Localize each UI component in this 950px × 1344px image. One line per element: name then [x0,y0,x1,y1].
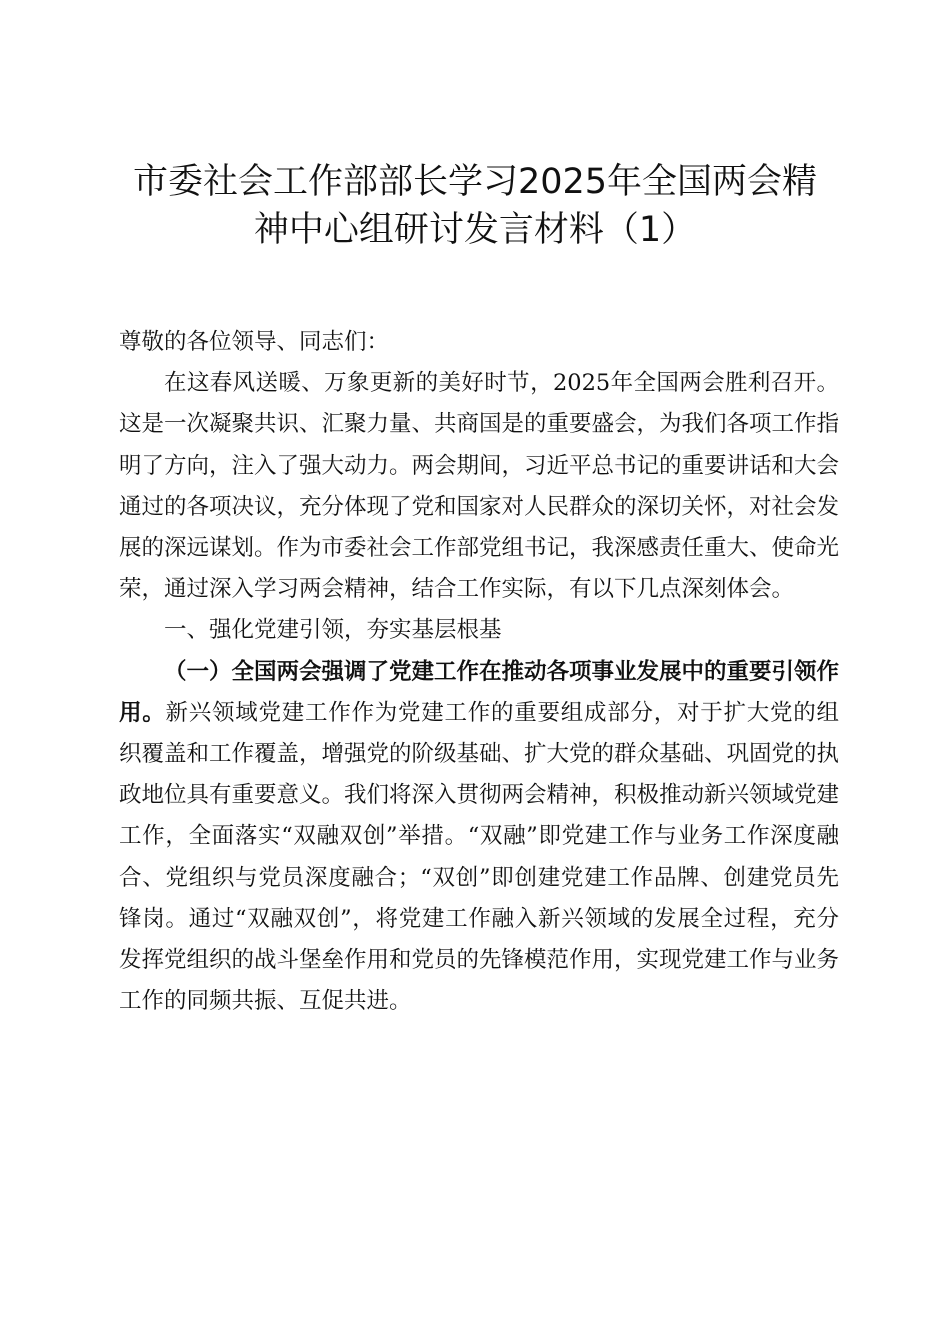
section-heading-1: 一、强化党建引领，夯实基层根基 [164,617,502,644]
subsection-text-1: 新兴领域党建工作作为党建工作的重要组成部分，对于扩大党的组织覆盖和工作覆盖，增强党的阶级基础、扩大党的群众基础、巩固党的执政地位具有重要意义。我们将深入贯彻两会精神，积极推动新兴领域党建工作，全面落实“双融双创”举措。“双融”即党建工作与业务工作深度融合、党组织与党员深度融合；“双创”即创建党建工作品牌、创建党员先锋岗。通过“双融双创”，将党建工作融入新兴领域的发展全过程，充分发挥党组织的战斗堡垒作用和党员的先锋模范作用，实现党建工作与业务工作的同频共振、互促共进。 [119,699,840,1015]
salutation: 尊敬的各位领导、同志们： [119,329,390,355]
title-line-1: 市委社会工作部部长学习2025年全国两会精 [132,162,818,202]
subsection-lead-1: （一）全国两会强调了党建工作在推动各项事业发展中的重要引领作用。 [119,658,840,726]
document-body [119,322,839,1022]
title-line-2: 神中心组研讨发言材料（1） [253,210,697,250]
subsection-paragraph-1 [119,652,839,1023]
document-title [95,158,855,254]
intro-paragraph: 在这春风送暖、万象更新的美好时节，2025年全国两会胜利召开。这是一次凝聚共识、汇聚力量、共商国是的重要盛会，为我们各项工作指明了方向，注入了强大动力。两会期间，习近平总书记的重要讲话和大会通过的各项决议，充分体现了党和国家对人民群众的深切关怀，对社会发展的深远谋划。作为市委社会工作部党组书记，我深感责任重大、使命光荣，通过深入学习两会精神，结合工作实际，有以下几点深刻体会。 [119,370,840,603]
